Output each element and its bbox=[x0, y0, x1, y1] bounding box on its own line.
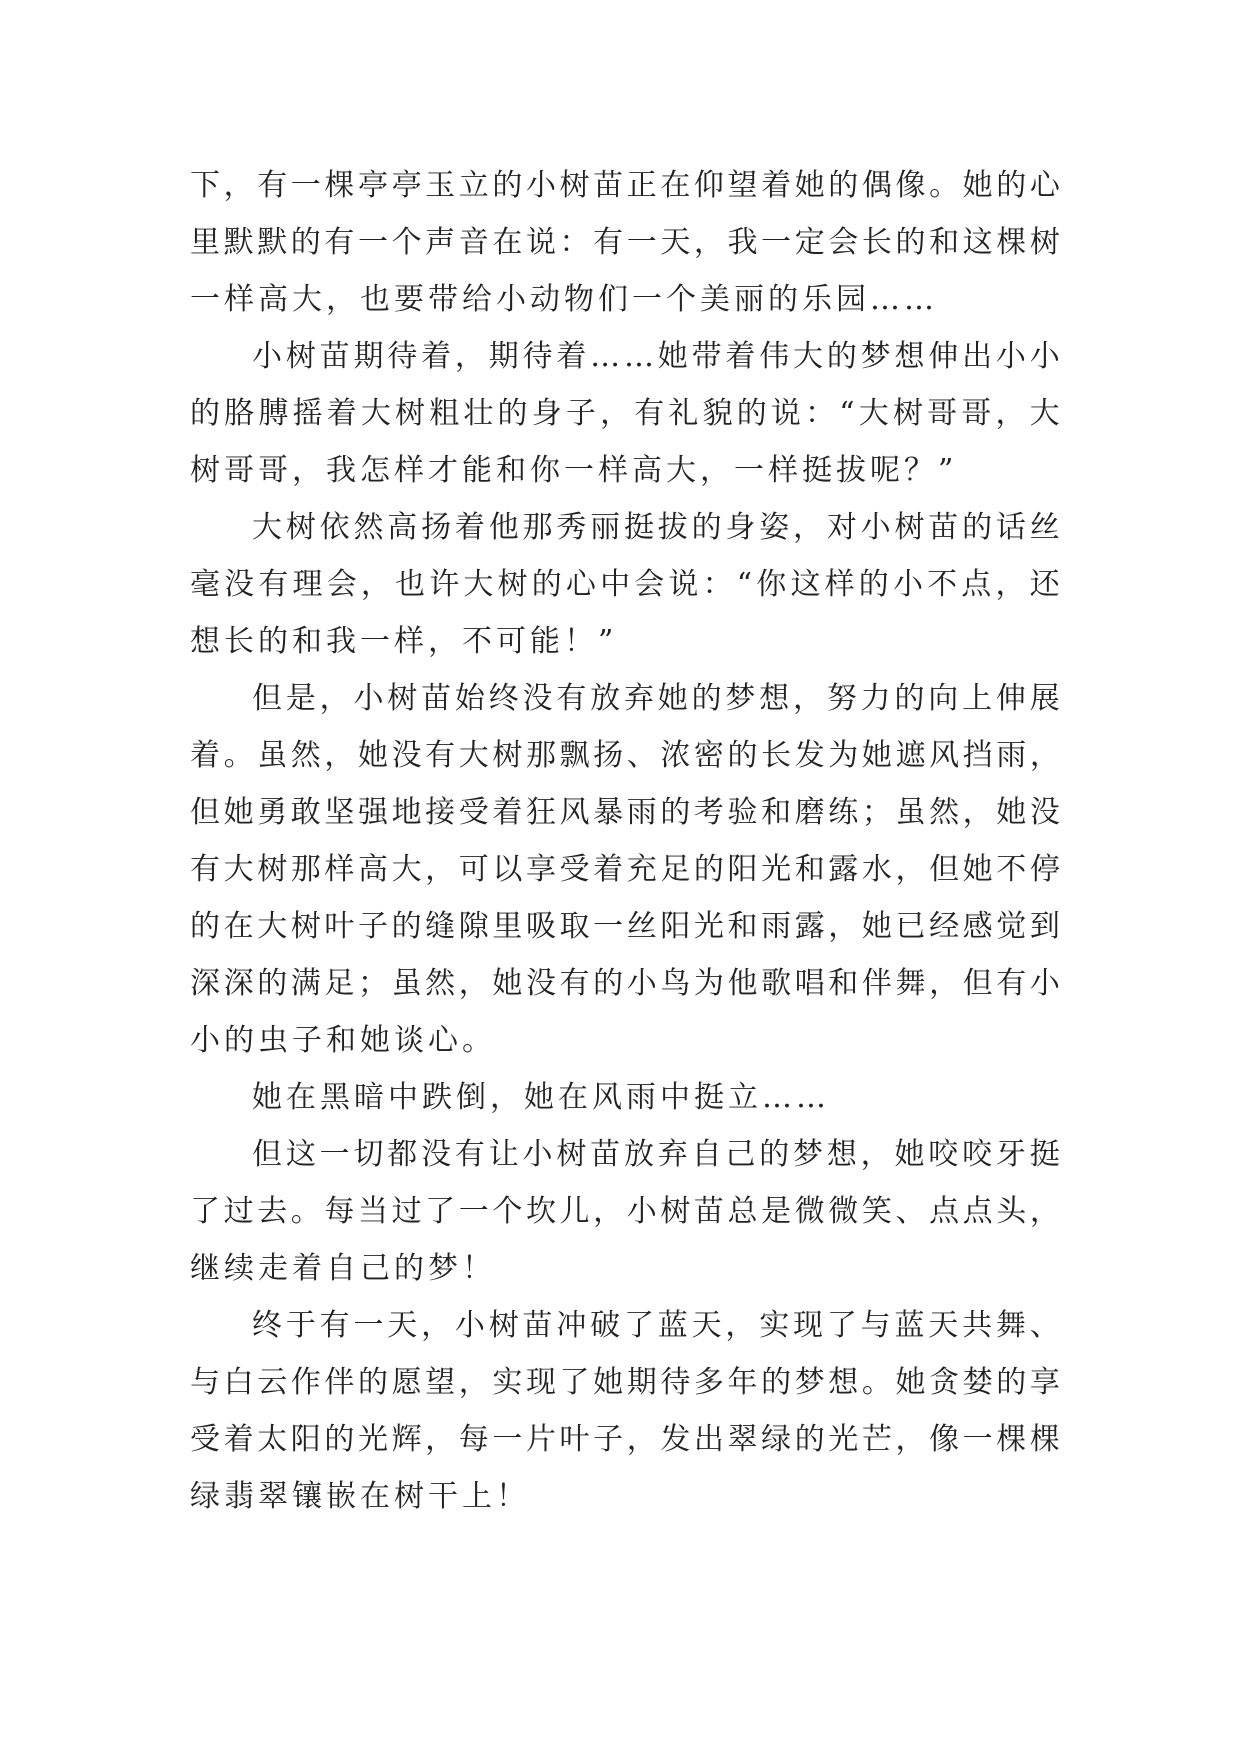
text-line: 里 默 默 的 有 一 个 声 音 在 说 ： 有 一 天 ， 我 一 定 会 长 的 和 这 棵 树 bbox=[190, 225, 1060, 260]
text-line: 深 深 的 满 足 ； 虽 然 ， 她 没 有 的 小 鸟 为 他 歌 唱 和 伴 舞 ， 但 有 小 bbox=[190, 966, 1060, 1001]
text-line: 受 着 太 阳 的 光 辉 ， 每 一 片 叶 子 ， 发 出 翠 绿 的 光 芒 ， 像 一 棵 棵 bbox=[190, 1422, 1060, 1457]
text-line: 的 在 大 树 叶 子 的 缝 隙 里 吸 取 一 丝 阳 光 和 雨 露 ， 她 已 经 感 觉 到 bbox=[190, 909, 1060, 944]
document-body bbox=[190, 157, 1060, 1525]
text-line: 的 胳 膊 摇 着 大 树 粗 壮 的 身 子 ， 有 礼 貌 的 说 ： “ 大 树 哥 哥 ， 大 bbox=[190, 396, 1060, 431]
text-line: 但 她 勇 敢 坚 强 地 接 受 着 狂 风 暴 雨 的 考 验 和 磨 练 ； 虽 然 ， 她 没 bbox=[190, 795, 1060, 830]
text-line: 与 白 云 作 伴 的 愿 望 ， 实 现 了 她 期 待 多 年 的 梦 想 。 她 贪 婪 的 享 bbox=[190, 1365, 1060, 1400]
text-line: 大 树 依 然 高 扬 着 他 那 秀 丽 挺 拔 的 身 姿 ， 对 小 树 苗 的 话 丝 bbox=[252, 510, 1060, 545]
text-line: 想长的和我一样，不可能！” bbox=[190, 624, 618, 659]
text-line: 了 过 去 。 每 当 过 了 一 个 坎 儿 ， 小 树 苗 总 是 微 微 笑 、 点 点 头 ， bbox=[190, 1194, 1060, 1229]
text-line: 小的虫子和她谈心。 bbox=[190, 1023, 496, 1058]
text-line: 有 大 树 那 样 高 大 ， 可 以 享 受 着 充 足 的 阳 光 和 露 水 ， 但 她 不 停 bbox=[190, 852, 1060, 887]
text-line: 下 ， 有 一 棵 亭 亭 玉 立 的 小 树 苗 正 在 仰 望 着 她 的 偶 像 。 她 的 心 bbox=[190, 168, 1060, 203]
text-line: 但 这 一 切 都 没 有 让 小 树 苗 放 弃 自 己 的 梦 想 ， 她 咬 咬 牙 挺 bbox=[252, 1137, 1060, 1172]
text-line: 小 树 苗 期 待 着 ， 期 待 着 … … 她 带 着 伟 大 的 梦 想 伸 出 小 小 bbox=[252, 339, 1060, 374]
text-line: 终 于 有 一 天 ， 小 树 苗 冲 破 了 蓝 天 ， 实 现 了 与 蓝 天 共 舞 、 bbox=[252, 1308, 1060, 1343]
text-line: 继续走着自己的梦！ bbox=[190, 1251, 496, 1286]
text-line: 毫 没 有 理 会 ， 也 许 大 树 的 心 中 会 说 ： “ 你 这 样 的 小 不 点 ， 还 bbox=[190, 567, 1060, 602]
text-line: 绿翡翠镶嵌在树干上！ bbox=[190, 1479, 530, 1514]
text-line: 树哥哥，我怎样才能和你一样高大，一样挺拔呢？” bbox=[190, 453, 958, 488]
text-line: 但 是 ， 小 树 苗 始 终 没 有 放 弃 她 的 梦 想 ， 努 力 的 向 上 伸 展 bbox=[252, 681, 1060, 716]
text-line: 她在黑暗中跌倒，她在风雨中挺立…… bbox=[252, 1080, 830, 1115]
text-line: 一样高大，也要带给小动物们一个美丽的乐园…… bbox=[190, 282, 938, 317]
text-line: 着 。 虽 然 ， 她 没 有 大 树 那 飘 扬 、 浓 密 的 长 发 为 她 遮 风 挡 雨 ， bbox=[190, 738, 1060, 773]
